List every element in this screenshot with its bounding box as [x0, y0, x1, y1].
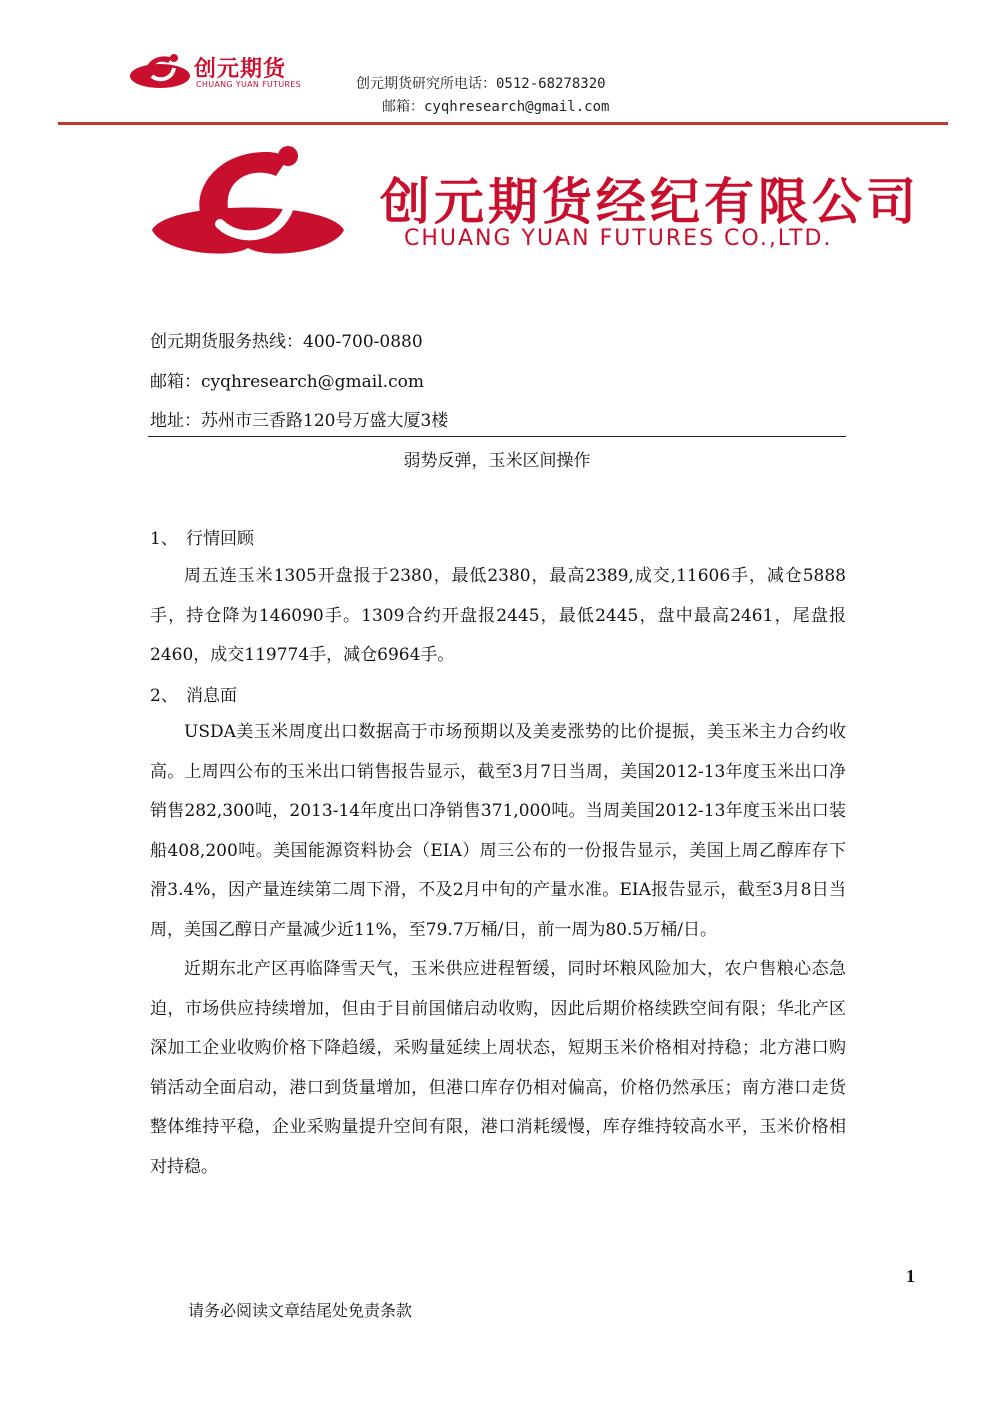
document-title: 弱势反弹，玉米区间操作	[403, 451, 591, 471]
header-phone: 创元期货研究所电话：0512-68278320	[356, 76, 606, 92]
company-banner	[148, 140, 920, 270]
info-email: 邮箱：cyqhresearch@gmail.com	[150, 372, 424, 392]
service-hotline: 创元期货服务热线：400-700-0880	[150, 332, 423, 352]
header-logo-en: CHUANG YUAN FUTURES	[196, 80, 301, 89]
section-title: 消息面	[186, 686, 237, 706]
company-emblem-large-icon	[148, 140, 348, 270]
section-number: 2、	[150, 686, 178, 706]
banner-company-en: CHUANG YUAN FUTURES CO.,LTD.	[404, 226, 833, 251]
section-body-1	[150, 557, 846, 676]
banner-company-cn: 创元期货经纪有限公司	[380, 173, 920, 231]
header-logo	[128, 50, 308, 92]
disclaimer-note: 请务必阅读文章结尾处免责条款	[188, 1301, 413, 1320]
section-body-2	[150, 713, 846, 1187]
paragraph: 周五连玉米1305开盘报于2380，最低2380，最高2389,成交,11606手，减仓5888手，持仓降为146090手。1309合约开盘报2445，最低2445，盘中最高2461，尾盘报2460，成交119774手，减仓6964手。	[150, 566, 846, 665]
header-logo-cn: 创元期货	[194, 57, 287, 82]
paragraph: USDA美玉米周度出口数据高于市场预期以及美麦涨势的比价提振，美玉米主力合约收高。上周四公布的玉米出口销售报告显示，截至3月7日当周，美国2012-13年度玉米出口净销售282,300吨，2013-14年度出口净销售371,000吨。当周美国2012-13年度玉米出口装船408,200吨。美国能源资料协会（EIA）周三公布的一份报告显示，美国上周乙醇库存下滑3.4%，因产量连续第二周下滑，不及2月中旬的产量水准。EIA报告显示，截至3月8日当周，美国乙醇日产量减少近11%，至79.7万桶/日，前一周为80.5万桶/日。	[150, 722, 846, 940]
company-emblem-icon	[128, 50, 192, 92]
header-divider	[58, 122, 948, 125]
info-divider	[148, 436, 846, 437]
section-heading-1	[150, 524, 254, 549]
info-address: 地址：苏州市三香路120号万盛大厦3楼	[150, 411, 449, 431]
header-email: 邮箱：cyqhresearch@gmail.com	[382, 99, 610, 115]
page-number: 1	[906, 1266, 915, 1286]
paragraph: 近期东北产区再临降雪天气，玉米供应进程暂缓，同时坏粮风险加大，农户售粮心态急迫，市场供应持续增加，但由于目前国储启动收购，因此后期价格续跌空间有限；华北产区深加工企业收购价格下降趋缓，采购量延续上周状态，短期玉米价格相对持稳；北方港口购销活动全面启动，港口到货量增加，但港口库存仍相对偏高，价格仍然承压；南方港口走货整体维持平稳，企业采购量提升空间有限，港口消耗缓慢，库存维持较高水平，玉米价格相对持稳。	[150, 959, 846, 1177]
section-title: 行情回顾	[186, 529, 254, 549]
section-number: 1、	[150, 529, 178, 549]
section-heading-2	[150, 681, 237, 706]
